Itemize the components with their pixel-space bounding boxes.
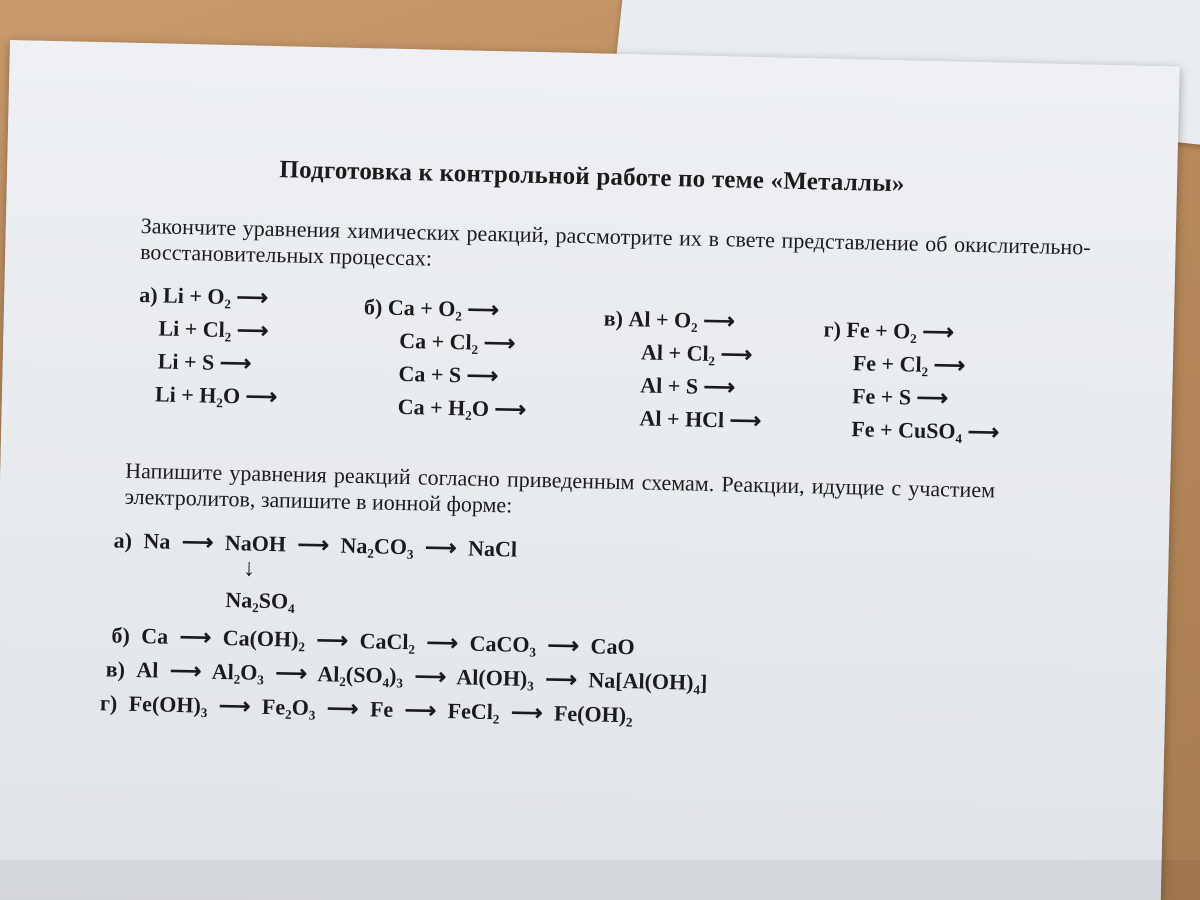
reaction-row xyxy=(823,346,1002,383)
reaction-row xyxy=(601,401,761,438)
reaction-equation: Ca + O₂ ⟶ xyxy=(387,294,500,323)
reaction-row xyxy=(138,311,279,347)
reactions-column-c xyxy=(601,302,764,438)
reaction-row xyxy=(823,313,1002,350)
task1-instructions: Закончите уравнения химических реакций, рассмотрите их в свете представление об окислительно-восстановительных процессах: xyxy=(139,213,1091,271)
bottom-shadow xyxy=(0,860,1200,900)
chain-d: г) Fe(OH)₃ ⟶ Fe₂O₃ ⟶ Fe ⟶ FeCl₂ ⟶ Fe(OH)₂ xyxy=(99,690,633,728)
reaction-equation: Ca + Cl₂ ⟶ xyxy=(399,327,516,356)
worksheet-content xyxy=(0,40,1180,900)
chain-a: а) Na ⟶ NaOH ⟶ Na₂CO₃ ⟶ NaCl xyxy=(113,527,518,562)
reaction-equation: Li + O₂ ⟶ xyxy=(162,282,269,310)
reaction-equation: Al + HCl ⟶ xyxy=(639,405,762,434)
reaction-equation: Ca + S ⟶ xyxy=(398,360,499,389)
reaction-row xyxy=(821,412,1000,449)
reaction-row xyxy=(603,302,763,339)
reaction-row xyxy=(603,335,763,372)
reaction-equation: Li + Cl₂ ⟶ xyxy=(158,315,269,343)
column-label: г) xyxy=(823,316,842,342)
worksheet-paper xyxy=(0,40,1180,900)
reaction-row xyxy=(137,344,278,380)
reactions-column-a xyxy=(137,278,280,413)
reaction-equation: Li + H₂O ⟶ xyxy=(154,381,278,410)
reaction-row xyxy=(364,290,529,327)
reaction-row xyxy=(362,356,527,393)
reaction-equation: Fe + S ⟶ xyxy=(851,383,949,411)
worksheet-title: Подготовка к контрольной работе по теме «Металлы» xyxy=(279,156,905,198)
chain-b: б) Ca ⟶ Ca(OH)₂ ⟶ CaCl₂ ⟶ CaCO₃ ⟶ CaO xyxy=(111,622,635,660)
reaction-equation: Ca + H₂O ⟶ xyxy=(397,393,527,422)
reaction-row xyxy=(139,278,280,314)
reactions-column-d xyxy=(821,313,1002,449)
down-arrow-icon: ↓ xyxy=(242,555,256,582)
reaction-equation: Fe + Cl₂ ⟶ xyxy=(852,350,966,378)
reactions-column-b xyxy=(361,290,528,426)
column-label: б) xyxy=(363,294,383,320)
reaction-equation: Al + O₂ ⟶ xyxy=(628,306,736,334)
reaction-equation: Fe + O₂ ⟶ xyxy=(846,317,955,345)
reaction-row xyxy=(822,379,1001,416)
reaction-equation: Al + S ⟶ xyxy=(640,372,736,400)
column-label: а) xyxy=(138,282,158,308)
chain-c: в) Al ⟶ Al₂O₃ ⟶ Al₂(SO₄)₃ ⟶ Al(OH)₃ ⟶ Na[Al(OH)₄] xyxy=(105,656,708,695)
reaction-row xyxy=(361,389,526,426)
task2-instructions: Напишите уравнения реакций согласно приведенным схемам. Реакции, идущие с участием электролитов, запишите в ионной форме: xyxy=(124,457,996,518)
reaction-row xyxy=(363,323,528,360)
reaction-equation: Al + Cl₂ ⟶ xyxy=(640,339,753,367)
reaction-equation: Fe + CuSO₄ ⟶ xyxy=(851,416,1000,445)
column-label: в) xyxy=(603,305,624,331)
reaction-equation: Li + S ⟶ xyxy=(157,348,252,376)
reaction-row xyxy=(137,377,278,413)
chain-a-branch: Na₂SO₄ xyxy=(225,587,296,614)
reaction-row xyxy=(602,368,762,405)
